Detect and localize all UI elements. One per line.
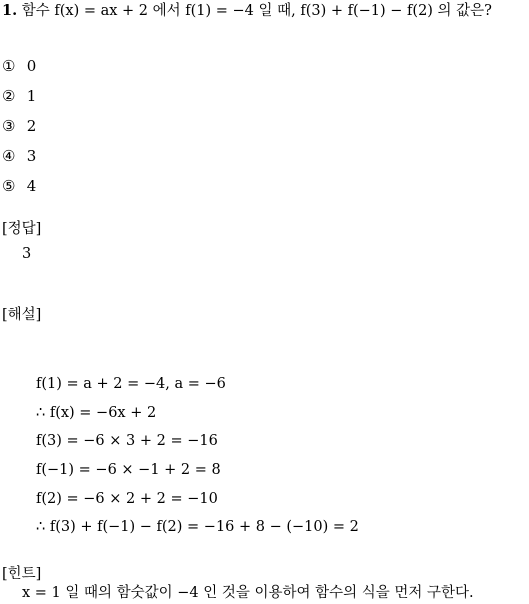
choice-3[interactable] [2, 117, 36, 135]
answer-label: [정답] [2, 221, 42, 237]
choice-value: 4 [26, 177, 37, 195]
hint-text: x = 1 일 때의 함숫값이 −4 인 것을 이용하여 함수의 식을 먼저 구한다. [22, 585, 474, 601]
choice-4[interactable] [2, 147, 36, 165]
choice-5[interactable] [2, 177, 36, 195]
solution-line: f(2) = −6 × 2 + 2 = −10 [36, 491, 218, 507]
choice-value: 3 [26, 147, 37, 165]
solution-line: f(−1) = −6 × −1 + 2 = 8 [36, 462, 221, 478]
choice-value: 2 [26, 117, 37, 135]
question-line [2, 2, 492, 20]
choice-marker: ④ [2, 147, 16, 165]
question-number: 1. [2, 2, 18, 19]
choice-2[interactable] [2, 87, 36, 105]
choice-marker: ① [2, 57, 16, 75]
choice-marker: ② [2, 87, 16, 105]
solution-line: f(1) = a + 2 = −4, a = −6 [36, 376, 226, 392]
choice-marker: ③ [2, 117, 16, 135]
choice-marker: ⑤ [2, 177, 16, 195]
answer-value: 3 [22, 246, 32, 262]
hint-label: [힌트] [2, 566, 42, 582]
solution-label: [해설] [2, 307, 42, 323]
choice-value: 0 [26, 57, 37, 75]
solution-line: f(3) = −6 × 3 + 2 = −16 [36, 433, 218, 449]
solution-line: ∴ f(3) + f(−1) − f(2) = −16 + 8 − (−10) = 2 [36, 519, 359, 535]
choice-value: 1 [26, 87, 37, 105]
solution-line: ∴ f(x) = −6x + 2 [36, 405, 157, 421]
question-text: 함수 f(x) = ax + 2 에서 f(1) = −4 일 때, f(3) + f(−1) − f(2) 의 값은? [21, 3, 492, 19]
choice-1[interactable] [2, 57, 36, 75]
